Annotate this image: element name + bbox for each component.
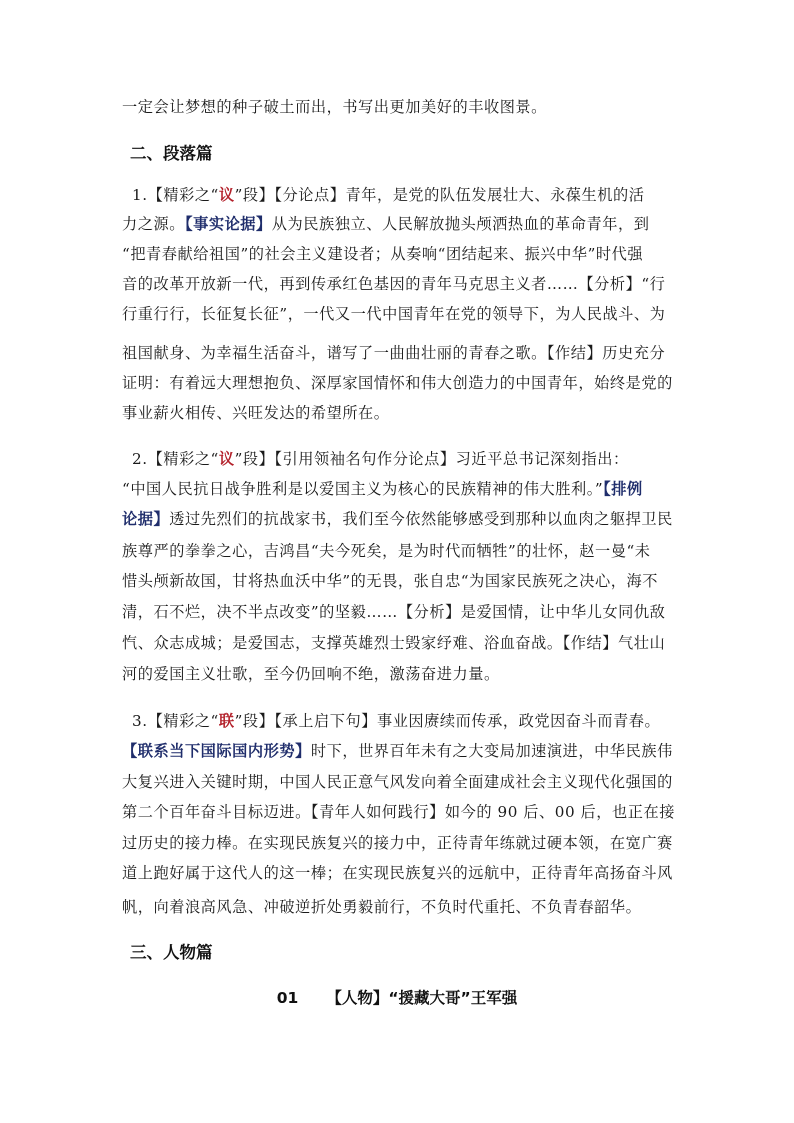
highlight-examples: 【排例: [603, 480, 643, 498]
p3-line-6: 道上跑好属于这代人的这一棒；在实现民族复兴的远航中，正待青年高扬奋斗风: [122, 864, 673, 882]
section-heading-people: 三、人物篇: [130, 943, 213, 962]
person-number: 01: [276, 989, 299, 1007]
person-title: 【人物】“援藏大哥”王军强: [326, 989, 518, 1007]
p1-line-2: 力之源。【事实论据】从为民族独立、人民解放抛头颅洒热血的革命青年，到: [122, 215, 650, 233]
p3-line-1: 3.【精彩之“联”段】【承上启下句】事业因赓续而传承，政党因奋斗而青春。: [132, 712, 661, 730]
p1-line-4: 音的改革开放新一代，再到传承红色基因的青年马克思主义者……【分析】“行: [122, 275, 666, 293]
p1-line-7: 证明：有着远大理想抱负、深厚家国情怀和伟大创造力的中国青年，始终是党的: [122, 374, 673, 392]
p2-line-3: 论据】透过先烈们的抗战家书，我们至今依然能够感受到那种以血肉之躯捍卫民: [122, 510, 673, 528]
highlight-evidence: 【事实论据】: [184, 215, 272, 233]
highlight-lian: 联: [218, 712, 235, 730]
p3-line-5: 过历史的接力棒。在实现民族复兴的接力中，正待青年练就过硬本领，在宽广赛: [122, 834, 673, 852]
highlight-yi: 议: [218, 450, 235, 468]
p3-line-4: 第二个百年奋斗目标迈进。【青年人如何践行】如今的 90 后、00 后，也正在接: [122, 803, 675, 821]
p1-line-3: “把青春献给祖国”的社会主义建设者；从奏响“团结起来、振兴中华”时代强: [122, 245, 644, 263]
p2-line-1: 2.【精彩之“议”段】【引用领袖名句作分论点】习近平总书记深刻指出：: [132, 450, 629, 468]
p2-line-4: 族尊严的拳拳之心，吉鸿昌“夫今死矣，是为时代而牺牲”的壮怀，赵一曼“未: [122, 542, 651, 560]
p1-line-6: 祖国献身、为幸福生活奋斗，谱写了一曲曲壮丽的青春之歌。【作结】历史充分: [122, 344, 666, 362]
highlight-context: 【联系当下国际国内形势】: [122, 742, 311, 760]
p2-line-7: 忾、众志成城；是爱国志，支撑英雄烈士毁家纾难、浴血奋战。【作结】气壮山: [122, 634, 666, 652]
p1-line-1: 1.【精彩之“议”段】【分论点】青年，是党的队伍发展壮大、永葆生机的活: [132, 186, 645, 204]
highlight-evidence: 论据】: [122, 510, 170, 528]
person-subheading: [0, 988, 794, 1008]
p2-line-6: 清，石不烂，决不半点改变”的坚毅……【分析】是爱国情，让中华儿女同仇敌: [122, 603, 666, 621]
p3-line-2: 【联系当下国际国内形势】时下，世界百年未有之大变局加速演进，中华民族伟: [122, 742, 673, 760]
p1-line-8: 事业薪火相传、兴旺发达的希望所在。: [122, 404, 390, 422]
intro-closing-line: 一定会让梦想的种子破土而出，书写出更加美好的丰收图景。: [122, 98, 547, 116]
p2-line-5: 惜头颅新故国，甘将热血沃中华”的无畏，张自忠“为国家民族死之决心，海不: [122, 572, 658, 590]
p1-line-5: 行重行行，长征复长征”，一代又一代中国青年在党的领导下，为人民战斗、为: [122, 305, 666, 323]
p2-line-8: 河的爱国主义壮歌，至今仍回响不绝，激荡奋进力量。: [122, 665, 500, 683]
p3-line-3: 大复兴进入关键时期，中国人民正意气风发向着全面建成社会主义现代化强国的: [122, 773, 673, 791]
section-heading-paragraphs: 二、段落篇: [130, 144, 213, 163]
highlight-yi: 议: [218, 186, 235, 204]
p3-line-7: 帆，向着浪高风急、冲破逆折处勇毅前行，不负时代重托、不负青春韶华。: [122, 898, 642, 916]
p2-line-2: “中国人民抗日战争胜利是以爱国主义为核心的民族精神的伟大胜利。”【排例: [122, 480, 643, 498]
